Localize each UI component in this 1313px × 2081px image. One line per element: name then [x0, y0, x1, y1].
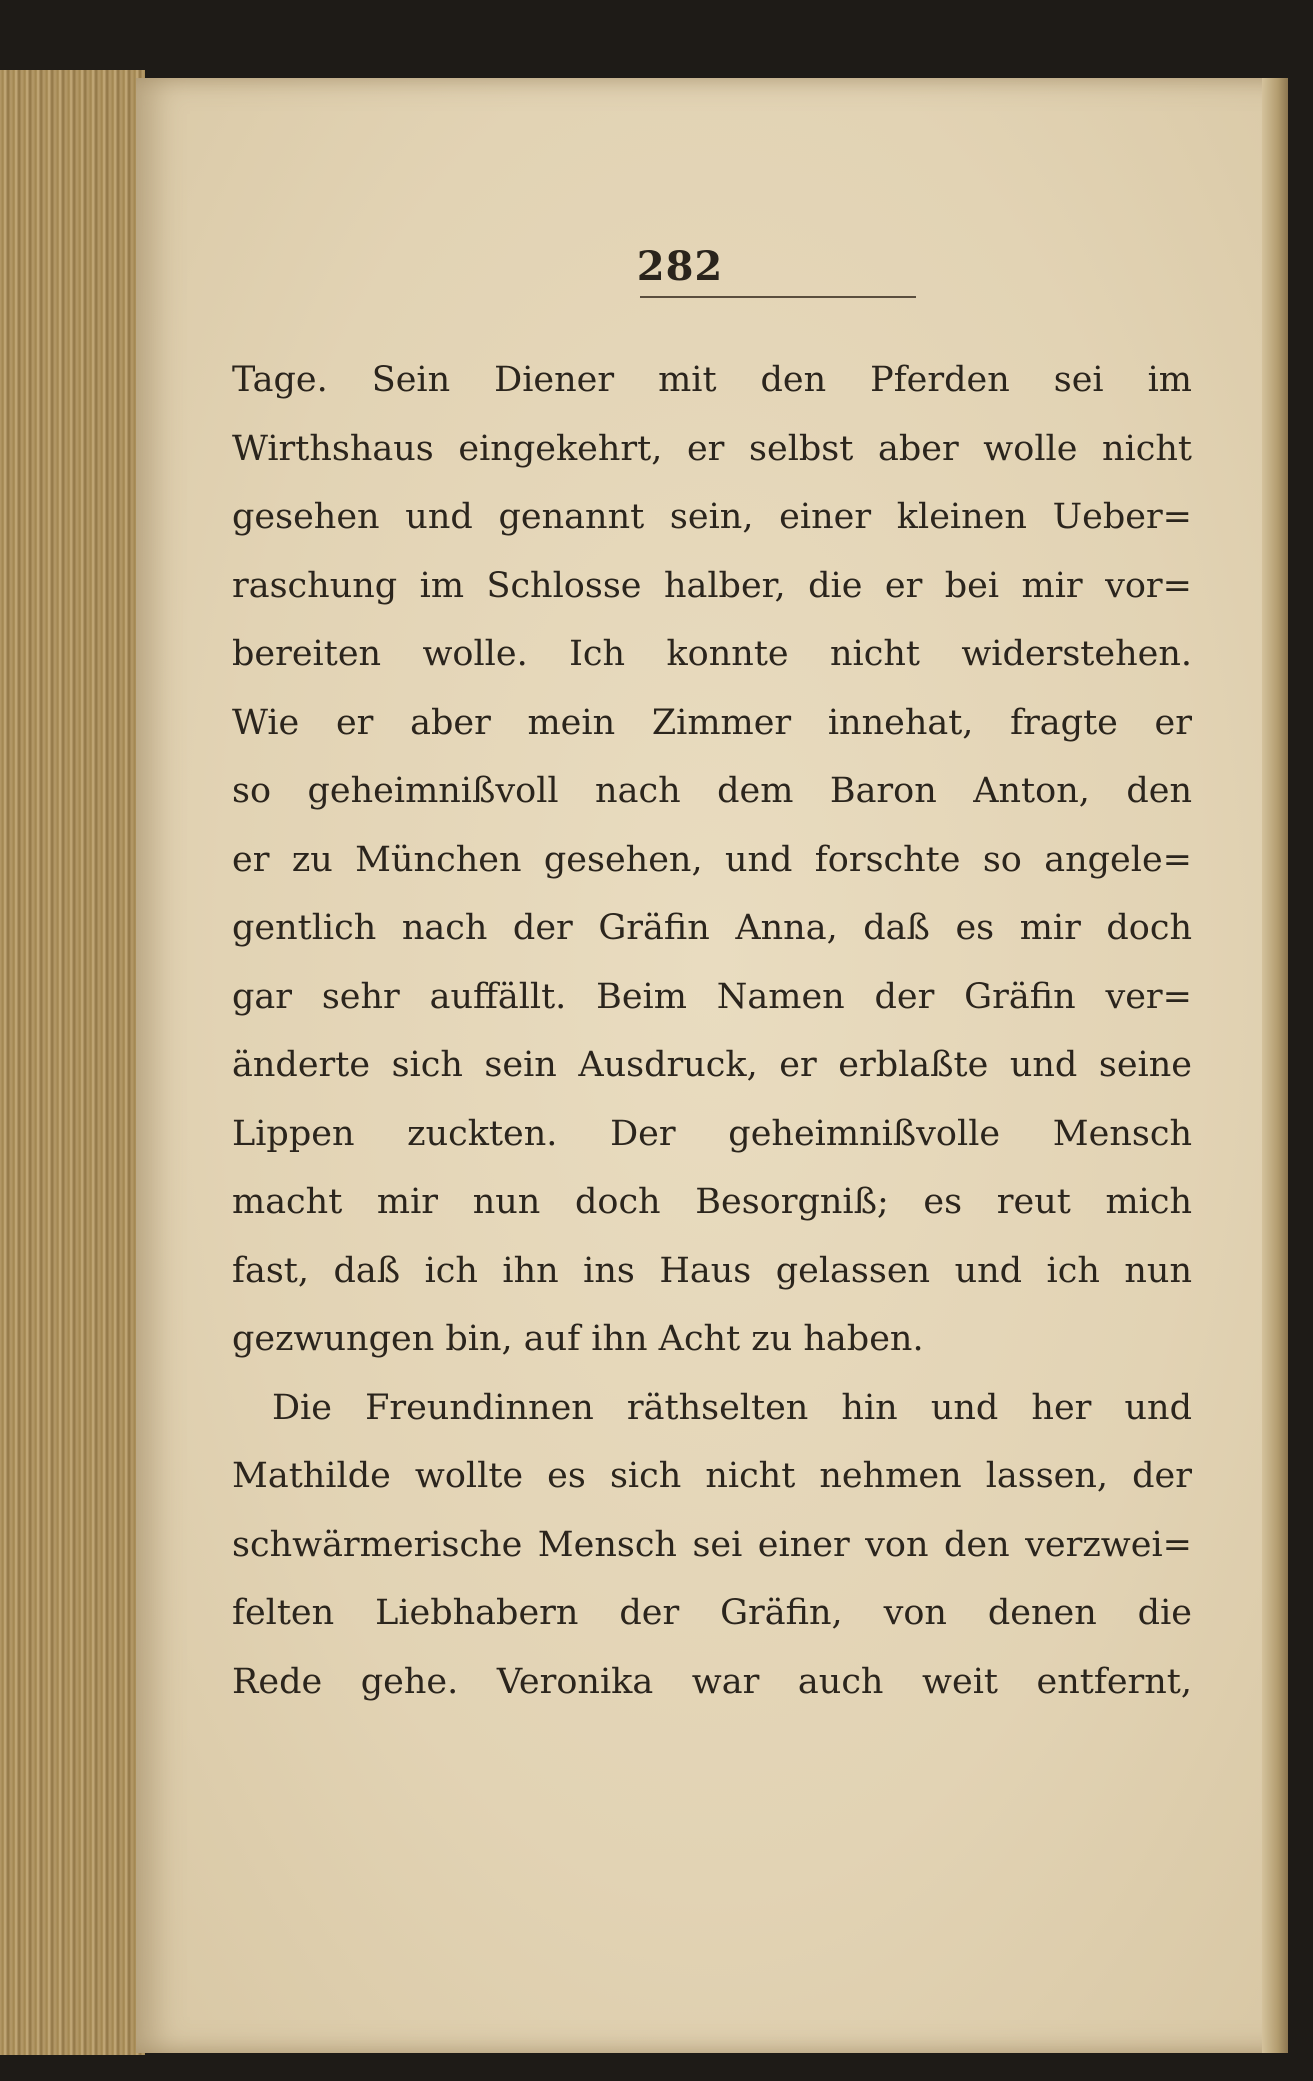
body-text — [232, 346, 1192, 1716]
text-line: Tage. Sein Diener mit den Pferden sei im — [232, 360, 1192, 400]
text-line: Wie er aber mein Zimmer innehat, fragte er — [232, 702, 1192, 743]
text-line: fast, daß ich ihn ins Haus gelassen und ich nun — [232, 1250, 1192, 1291]
text-line: er zu München gesehen, und forschte so angele= — [232, 839, 1192, 880]
text-line: Wirthshaus eingekehrt, er selbst aber wolle nicht — [232, 428, 1192, 469]
text-line: gezwungen bin, auf ihn Acht zu haben. — [232, 1319, 924, 1359]
text-line: so geheimnißvoll nach dem Baron Anton, den — [232, 771, 1192, 811]
text-line: Die Freundinnen räthselten hin und her und — [272, 1387, 1192, 1428]
page-edges — [0, 70, 145, 2055]
text-line: felten Liebhabern der Gräfin, von denen die — [232, 1593, 1192, 1633]
page-number: 282 — [636, 243, 724, 290]
text-line: bereiten wolle. Ich konnte nicht widerstehen. — [232, 634, 1192, 674]
text-line: gentlich nach der Gräfin Anna, daß es mir doch — [232, 908, 1192, 948]
text-line: Mathilde wollte es sich nicht nehmen lassen, der — [232, 1456, 1192, 1496]
text-line: raschung im Schlosse halber, die er bei mir vor= — [232, 565, 1192, 606]
header-rule — [640, 296, 916, 298]
text-line: änderte sich sein Ausdruck, er erblaßte und seine — [232, 1045, 1192, 1085]
text-line: macht mir nun doch Besorgniß; es reut mich — [232, 1182, 1192, 1222]
text-line: gesehen und genannt sein, einer kleinen Ueber= — [232, 497, 1192, 537]
text-line: gar sehr auffällt. Beim Namen der Gräfin ver= — [232, 976, 1192, 1017]
text-line: Lippen zuckten. Der geheimnißvolle Mensch — [232, 1113, 1192, 1154]
text-line: Rede gehe. Veronika war auch weit entfernt, — [232, 1661, 1192, 1702]
text-line: schwärmerische Mensch sei einer von den verzwei= — [232, 1524, 1192, 1565]
page-gutter — [1262, 78, 1288, 2053]
